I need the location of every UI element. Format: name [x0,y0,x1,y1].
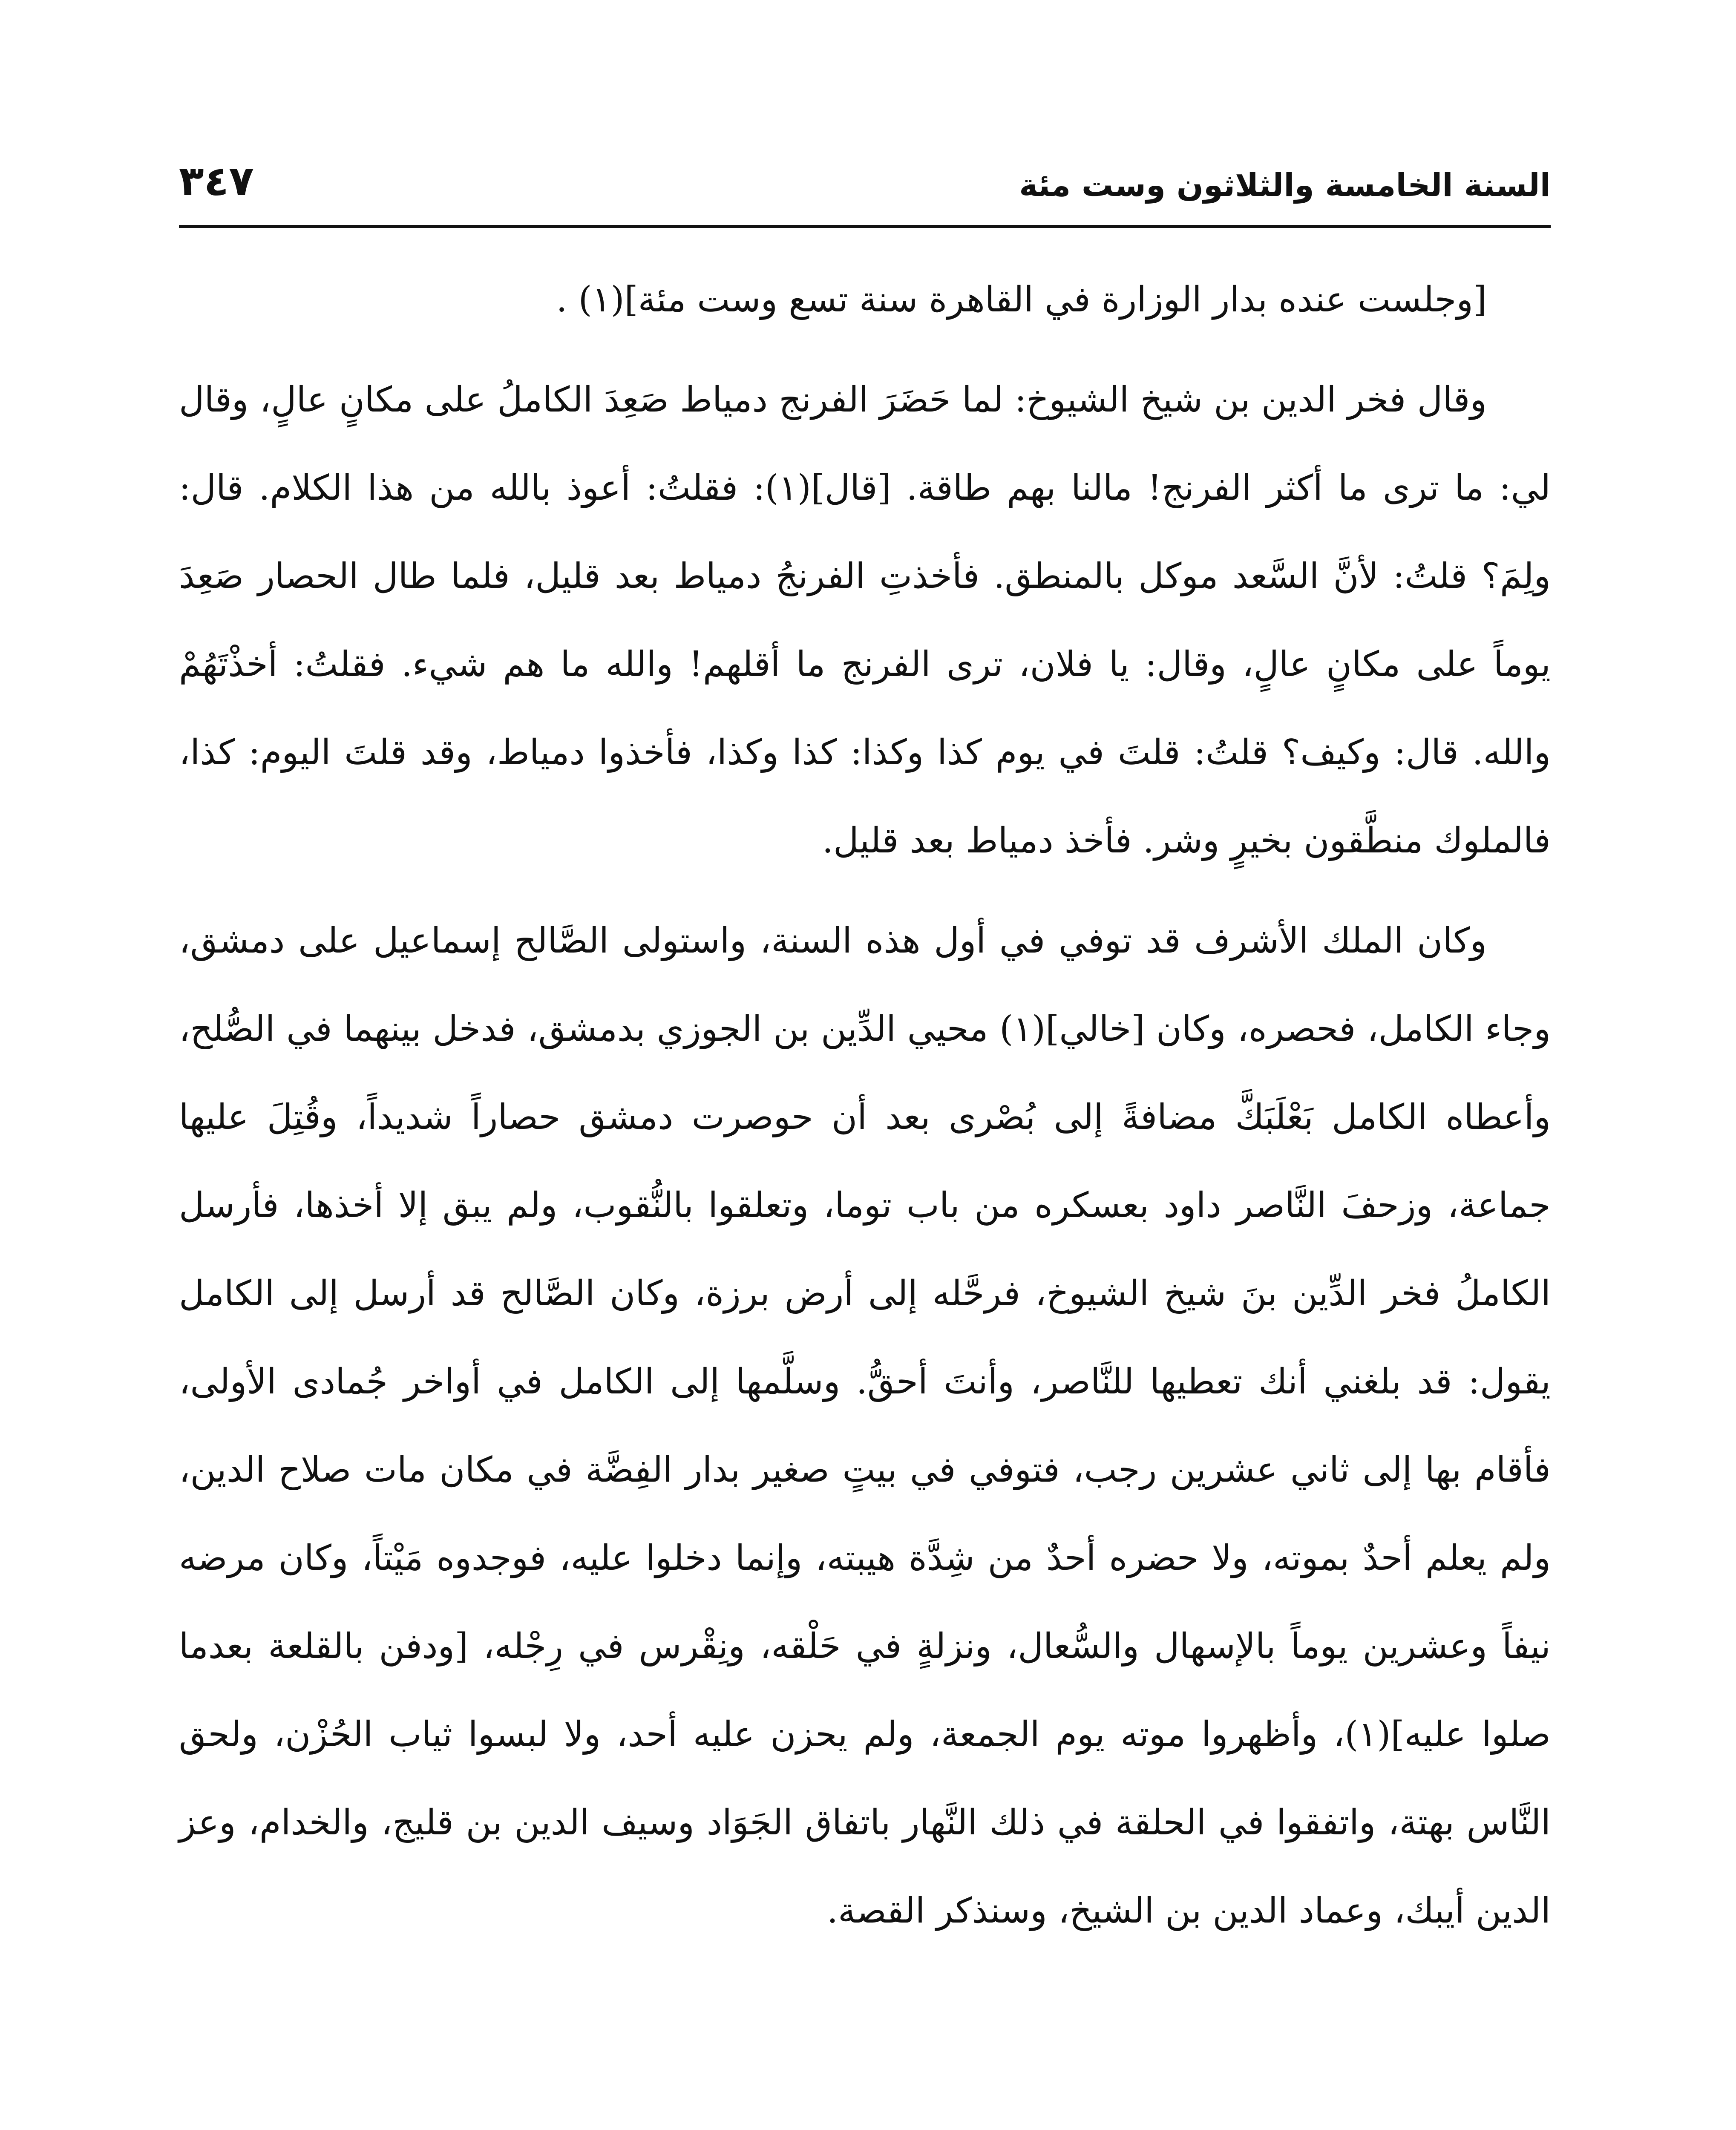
paragraph-1: [وجلست عنده بدار الوزارة في القاهرة سنة تسع وست مئة](١) . [556,279,1487,320]
paragraph-2: وقال فخر الدين بن شيخ الشيوخ: لما حَضَرَ الفرنج دمياط صَعِدَ الكاملُ على مكانٍ عالٍ، وقال لي: ما ترى ما أكثر الفرنج! مالنا بهم طاقة. [قال](١): فقلتُ: أعوذ بالله من هذا الكلام. قال: ولِمَ؟ قلتُ: لأنَّ السَّعد موكل بالمنطق. فأخذتِ الفرنجُ دمياط بعد قليل، فلما طال الحصار صَعِدَ يوماً على مكانٍ عالٍ، وقال: يا فلان، ترى الفرنج ما أقلهم! والله ما هم شيء. فقلتُ: أخذْتَهُمْ والله. قال: وكيف؟ قلتُ: قلتَ في يوم كذا وكذا: كذا وكذا، فأخذوا دمياط، وقد قلتَ اليوم: كذا، فالملوك منطَّقون بخيرٍ وشر. فأخذ دمياط بعد قليل. [179,380,1551,861]
paragraph-3: وكان الملك الأشرف قد توفي في أول هذه السنة، واستولى الصَّالح إسماعيل على دمشق، وجاء الكامل، فحصره، وكان [خالي](١) محيي الدِّين بن الجوزي بدمشق، فدخل بينهما في الصُّلح، وأعطاه الكامل بَعْلَبَكَّ مضافةً إلى بُصْرى بعد أن حوصرت دمشق حصاراً شديداً، وقُتِلَ عليها جماعة، وزحفَ النَّاصر داود بعسكره من باب توما، وتعلقوا بالنُّقوب، ولم يبق إلا أخذها، فأرسل الكاملُ فخر الدِّين بنَ شيخ الشيوخ، فرحَّله إلى أرض برزة، وكان الصَّالح قد أرسل إلى الكامل يقول: قد بلغني أنك تعطيها للنَّاصر، وأنتَ أحقُّ. وسلَّمها إلى الكامل في أواخر جُمادى الأولى، فأقام بها إلى ثاني عشرين رجب، فتوفي في بيتٍ صغير بدار الفِضَّة في مكان مات صلاح الدين، ولم يعلم أحدٌ بموته، ولا حضره أحدٌ من شِدَّة هيبته، وإنما دخلوا عليه، فوجدوه مَيْتاً، وكان مرضه نيفاً وعشرين يوماً بالإسهال والسُّعال، ونزلةٍ في حَلْقه، ونِقْرس في رِجْله، [ودفن بالقلعة بعدما صلوا عليه](١)، وأظهروا موته يوم الجمعة، ولم يحزن عليه أحد، ولا لبسوا ثياب الحُزْن، ولحق النَّاس بهتة، واتفقوا في الحلقة في ذلك النَّهار باتفاق الجَوَاد وسيف الدين بن قليج، والخدام، وعز الدين أيبك، وعماد الدين بن الشيخ، وسنذكر القصة. [179,921,1551,1931]
running-title: السنة الخامسة والثلاثون وست مئة [1019,167,1551,204]
body-text [179,256,1551,1955]
page-number: ٣٤٧ [179,157,254,205]
page-header [179,153,1551,213]
header-rule [179,225,1551,228]
